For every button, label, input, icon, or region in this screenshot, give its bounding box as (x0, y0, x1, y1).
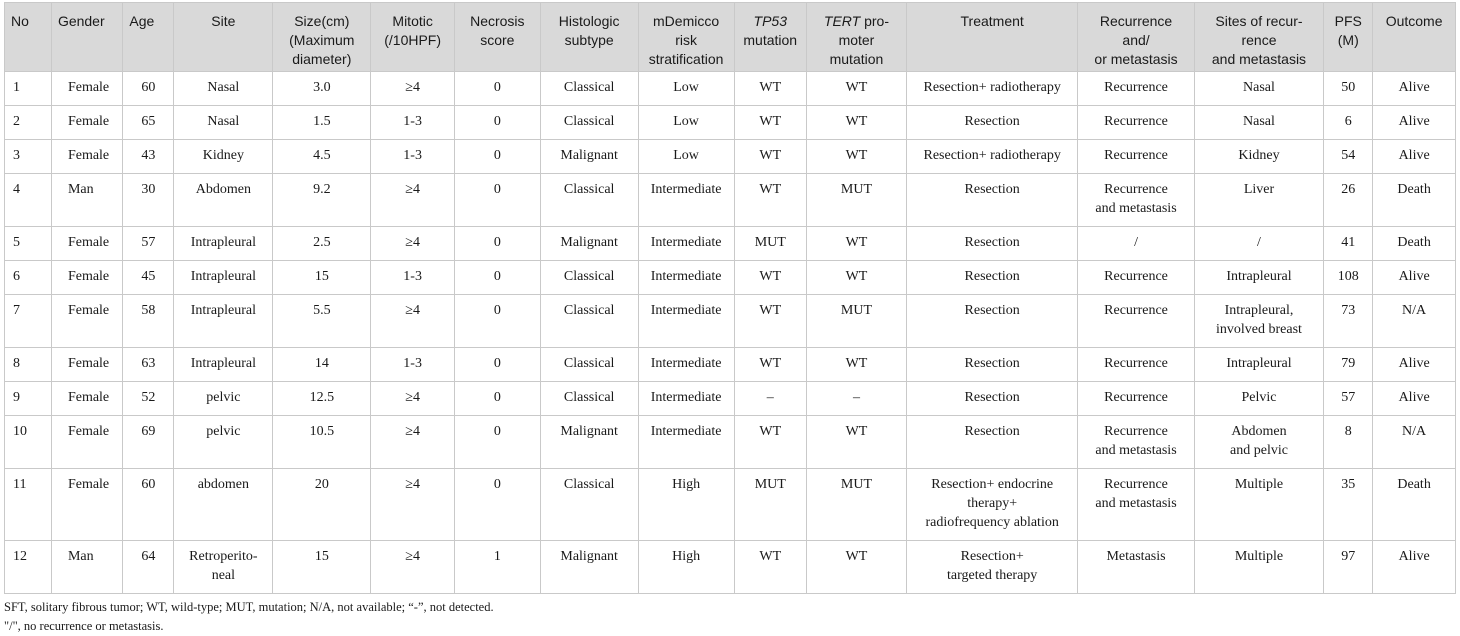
cell-no: 12 (5, 541, 52, 594)
cell-age: 64 (123, 541, 174, 594)
cell-sites (1194, 140, 1324, 174)
cell-outcome: Alive (1373, 382, 1456, 416)
cell-outcome: Alive (1373, 140, 1456, 174)
cell-text-line: pelvic (206, 390, 241, 405)
cell-age: 60 (123, 469, 174, 541)
cell-necrosis: 0 (454, 140, 540, 174)
header-tert: TERT pro- moter mutation (806, 3, 906, 72)
cell-tp53: MUT (734, 227, 806, 261)
cell-text-line: Nasal (207, 114, 240, 129)
cell-histologic: Classical (540, 174, 638, 227)
cell-gender: Female (51, 295, 122, 348)
cell-mitotic: 1-3 (371, 106, 455, 140)
cell-size: 1.5 (273, 106, 371, 140)
cell-tert: – (806, 382, 906, 416)
cell-risk: High (638, 541, 734, 594)
cell-text-line: Recurrence (1104, 390, 1168, 405)
cell-pfs: 108 (1324, 261, 1373, 295)
cell-necrosis: 0 (454, 261, 540, 295)
cell-site (174, 382, 273, 416)
cell-necrosis: 0 (454, 416, 540, 469)
cell-mitotic: 1-3 (371, 140, 455, 174)
cell-text-line: Resection (964, 235, 1020, 250)
cell-text-line: / (1134, 235, 1138, 250)
cell-tp53: WT (734, 541, 806, 594)
cell-outcome: Death (1373, 469, 1456, 541)
table-row (5, 227, 1456, 261)
cell-mitotic: 1-3 (371, 261, 455, 295)
cell-age: 30 (123, 174, 174, 227)
cell-size: 4.5 (273, 140, 371, 174)
cell-site (174, 72, 273, 106)
cell-text-line: Pelvic (1241, 390, 1277, 405)
cell-text-line: Nasal (207, 80, 240, 95)
cell-text-line: pelvic (206, 424, 241, 439)
cell-histologic: Classical (540, 106, 638, 140)
cell-treatment (906, 469, 1077, 541)
cell-text-line: and metastasis (1095, 443, 1177, 458)
cell-recurrence (1078, 416, 1194, 469)
cell-site (174, 416, 273, 469)
cell-recurrence (1078, 140, 1194, 174)
cell-risk: Intermediate (638, 227, 734, 261)
cell-no: 10 (5, 416, 52, 469)
cell-risk: Intermediate (638, 174, 734, 227)
cell-text-line: Recurrence (1104, 303, 1168, 318)
cell-site (174, 469, 273, 541)
header-tp53: TP53 mutation (734, 3, 806, 72)
cell-site (174, 227, 273, 261)
cell-text-line: Resection (964, 424, 1020, 439)
cell-tp53: WT (734, 72, 806, 106)
cell-mitotic: ≥4 (371, 227, 455, 261)
cell-size: 2.5 (273, 227, 371, 261)
footnote-abbreviations: SFT, solitary fibrous tumor; WT, wild-type; MUT, mutation; N/A, not available; “-”, not detected. (4, 600, 494, 614)
table-row (5, 382, 1456, 416)
cell-gender: Man (51, 541, 122, 594)
cell-text-line: Recurrence (1104, 356, 1168, 371)
cell-treatment (906, 174, 1077, 227)
header-histologic: Histologic subtype (540, 3, 638, 72)
cell-mitotic: ≥4 (371, 541, 455, 594)
cell-text-line: Resection+ endocrine (931, 477, 1054, 492)
cell-risk: Intermediate (638, 416, 734, 469)
table-row (5, 72, 1456, 106)
cell-outcome: Alive (1373, 106, 1456, 140)
header-treatment: Treatment (906, 3, 1077, 72)
cell-age: 65 (123, 106, 174, 140)
cell-necrosis: 0 (454, 106, 540, 140)
cell-necrosis: 0 (454, 174, 540, 227)
cell-text-line: Intrapleural (190, 303, 256, 318)
cell-recurrence (1078, 348, 1194, 382)
cell-recurrence (1078, 106, 1194, 140)
table-row (5, 261, 1456, 295)
cell-text-line: Intrapleural, (1224, 303, 1294, 318)
cell-outcome: Alive (1373, 72, 1456, 106)
cell-mitotic: ≥4 (371, 295, 455, 348)
cell-tert: WT (806, 348, 906, 382)
cell-tert: WT (806, 106, 906, 140)
cell-necrosis: 1 (454, 541, 540, 594)
table-footnotes (4, 598, 1456, 636)
cell-text-line: Intrapleural (190, 356, 256, 371)
cell-no: 9 (5, 382, 52, 416)
cell-pfs: 35 (1324, 469, 1373, 541)
cell-gender: Female (51, 469, 122, 541)
sft-cases-table (4, 2, 1456, 594)
header-recurrence: Recurrence and/ or metastasis (1078, 3, 1194, 72)
cell-outcome: Alive (1373, 348, 1456, 382)
cell-tp53: WT (734, 295, 806, 348)
cell-necrosis: 0 (454, 348, 540, 382)
cell-text-line: Resection (964, 356, 1020, 371)
cell-histologic: Classical (540, 382, 638, 416)
cell-text-line: Retroperito- (189, 549, 258, 564)
cell-sites (1194, 382, 1324, 416)
cell-size: 20 (273, 469, 371, 541)
cell-text-line: Recurrence (1104, 424, 1168, 439)
header-no: No (5, 3, 52, 72)
cell-pfs: 54 (1324, 140, 1373, 174)
cell-sites (1194, 541, 1324, 594)
cell-recurrence (1078, 469, 1194, 541)
cell-size: 15 (273, 261, 371, 295)
header-row (5, 3, 1456, 72)
cell-mitotic: ≥4 (371, 382, 455, 416)
cell-mitotic: ≥4 (371, 416, 455, 469)
table-container (4, 2, 1456, 636)
cell-site (174, 140, 273, 174)
cell-pfs: 6 (1324, 106, 1373, 140)
cell-outcome: N/A (1373, 416, 1456, 469)
cell-gender: Female (51, 140, 122, 174)
cell-risk: High (638, 469, 734, 541)
cell-tert: WT (806, 416, 906, 469)
table-row (5, 541, 1456, 594)
table-row (5, 174, 1456, 227)
cell-sites (1194, 348, 1324, 382)
header-gender: Gender (51, 3, 122, 72)
cell-text-line: Nasal (1243, 114, 1275, 129)
table-body (5, 72, 1456, 594)
cell-pfs: 8 (1324, 416, 1373, 469)
table-row (5, 348, 1456, 382)
cell-necrosis: 0 (454, 382, 540, 416)
cell-pfs: 41 (1324, 227, 1373, 261)
cell-text-line: Multiple (1234, 477, 1284, 492)
cell-treatment (906, 541, 1077, 594)
header-size: Size(cm) (Maximum diameter) (273, 3, 371, 72)
cell-treatment (906, 382, 1077, 416)
cell-outcome: N/A (1373, 295, 1456, 348)
cell-tert: WT (806, 541, 906, 594)
cell-text-line: Recurrence (1104, 114, 1168, 129)
cell-risk: Low (638, 72, 734, 106)
table-row (5, 416, 1456, 469)
cell-histologic: Malignant (540, 541, 638, 594)
cell-recurrence (1078, 295, 1194, 348)
cell-recurrence (1078, 227, 1194, 261)
cell-text-line: Resection (964, 114, 1020, 129)
cell-age: 69 (123, 416, 174, 469)
cell-tp53: WT (734, 174, 806, 227)
cell-treatment (906, 227, 1077, 261)
cell-text-line: Recurrence (1104, 80, 1168, 95)
cell-gender: Female (51, 348, 122, 382)
cell-no: 3 (5, 140, 52, 174)
cell-text-line: Liver (1243, 182, 1275, 197)
cell-age: 63 (123, 348, 174, 382)
cell-gender: Female (51, 416, 122, 469)
cell-site (174, 541, 273, 594)
cell-text-line: radiofrequency ablation (925, 515, 1059, 530)
cell-pfs: 26 (1324, 174, 1373, 227)
header-necrosis: Necrosis score (454, 3, 540, 72)
cell-pfs: 50 (1324, 72, 1373, 106)
cell-no: 8 (5, 348, 52, 382)
cell-histologic: Classical (540, 295, 638, 348)
cell-recurrence (1078, 541, 1194, 594)
cell-text-line: and metastasis (1095, 496, 1177, 511)
cell-gender: Female (51, 106, 122, 140)
table-row (5, 295, 1456, 348)
cell-site (174, 295, 273, 348)
cell-text-line: Recurrence (1104, 269, 1168, 284)
cell-age: 45 (123, 261, 174, 295)
cell-gender: Female (51, 72, 122, 106)
cell-pfs: 73 (1324, 295, 1373, 348)
cell-tert: MUT (806, 469, 906, 541)
cell-no: 7 (5, 295, 52, 348)
cell-gender: Female (51, 261, 122, 295)
cell-text-line: Metastasis (1106, 549, 1166, 564)
cell-tp53: MUT (734, 469, 806, 541)
cell-size: 10.5 (273, 416, 371, 469)
cell-sites (1194, 295, 1324, 348)
cell-sites (1194, 174, 1324, 227)
cell-tp53: WT (734, 416, 806, 469)
cell-pfs: 79 (1324, 348, 1373, 382)
cell-pfs: 57 (1324, 382, 1373, 416)
cell-histologic: Classical (540, 348, 638, 382)
footnote-slash: "/", no recurrence or metastasis. (4, 619, 164, 633)
cell-text-line: Recurrence (1104, 182, 1168, 197)
cell-size: 12.5 (273, 382, 371, 416)
cell-size: 5.5 (273, 295, 371, 348)
cell-sites (1194, 416, 1324, 469)
cell-treatment (906, 295, 1077, 348)
cell-text-line: Nasal (1243, 80, 1275, 95)
cell-necrosis: 0 (454, 469, 540, 541)
cell-histologic: Classical (540, 261, 638, 295)
cell-text-line: Resection+ (960, 549, 1024, 564)
cell-risk: Intermediate (638, 295, 734, 348)
cell-recurrence (1078, 174, 1194, 227)
cell-sites (1194, 261, 1324, 295)
cell-text-line: and metastasis (1095, 201, 1177, 216)
cell-text-line: Kidney (202, 148, 244, 163)
cell-sites (1194, 469, 1324, 541)
cell-age: 52 (123, 382, 174, 416)
cell-sites (1194, 227, 1324, 261)
cell-size: 9.2 (273, 174, 371, 227)
cell-tp53: WT (734, 261, 806, 295)
cell-text-line: therapy+ (967, 496, 1018, 511)
cell-histologic: Classical (540, 469, 638, 541)
cell-gender: Female (51, 227, 122, 261)
cell-text-line: involved breast (1216, 322, 1302, 337)
cell-text-line: targeted therapy (947, 568, 1038, 583)
cell-tert: WT (806, 261, 906, 295)
cell-tp53: – (734, 382, 806, 416)
cell-mitotic: ≥4 (371, 469, 455, 541)
header-pfs: PFS (M) (1324, 3, 1373, 72)
cell-no: 11 (5, 469, 52, 541)
table-row (5, 106, 1456, 140)
cell-size: 15 (273, 541, 371, 594)
cell-text-line: neal (211, 568, 236, 583)
cell-text-line: Recurrence (1104, 477, 1168, 492)
cell-text-line: Intrapleural (190, 269, 256, 284)
cell-age: 58 (123, 295, 174, 348)
table-row (5, 469, 1456, 541)
cell-tert: WT (806, 227, 906, 261)
cell-text-line: Intrapleural (1226, 269, 1292, 284)
cell-mitotic: ≥4 (371, 174, 455, 227)
cell-treatment (906, 72, 1077, 106)
cell-necrosis: 0 (454, 227, 540, 261)
cell-text-line: Recurrence (1104, 148, 1168, 163)
cell-tp53: WT (734, 140, 806, 174)
cell-treatment (906, 106, 1077, 140)
header-sites: Sites of recur- rence and metastasis (1194, 3, 1324, 72)
cell-tp53: WT (734, 106, 806, 140)
cell-histologic: Malignant (540, 140, 638, 174)
cell-site (174, 348, 273, 382)
cell-text-line: Resection (964, 269, 1020, 284)
cell-age: 60 (123, 72, 174, 106)
cell-necrosis: 0 (454, 295, 540, 348)
header-site: Site (174, 3, 273, 72)
cell-no: 2 (5, 106, 52, 140)
cell-treatment (906, 348, 1077, 382)
cell-site (174, 261, 273, 295)
cell-risk: Intermediate (638, 382, 734, 416)
cell-outcome: Alive (1373, 261, 1456, 295)
cell-treatment (906, 416, 1077, 469)
cell-risk: Low (638, 106, 734, 140)
cell-text-line: Resection (964, 390, 1020, 405)
cell-recurrence (1078, 382, 1194, 416)
table-row (5, 140, 1456, 174)
cell-necrosis: 0 (454, 72, 540, 106)
cell-tp53: WT (734, 348, 806, 382)
cell-treatment (906, 140, 1077, 174)
cell-mitotic: ≥4 (371, 72, 455, 106)
cell-text-line: Multiple (1234, 549, 1284, 564)
cell-risk: Intermediate (638, 348, 734, 382)
cell-age: 57 (123, 227, 174, 261)
cell-tert: WT (806, 72, 906, 106)
header-outcome: Outcome (1373, 3, 1456, 72)
cell-risk: Intermediate (638, 261, 734, 295)
cell-risk: Low (638, 140, 734, 174)
cell-size: 14 (273, 348, 371, 382)
cell-no: 5 (5, 227, 52, 261)
cell-histologic: Malignant (540, 416, 638, 469)
cell-pfs: 97 (1324, 541, 1373, 594)
cell-text-line: Kidney (1238, 148, 1280, 163)
cell-tert: MUT (806, 174, 906, 227)
cell-histologic: Classical (540, 72, 638, 106)
cell-mitotic: 1-3 (371, 348, 455, 382)
cell-text-line: abdomen (197, 477, 250, 492)
cell-site (174, 174, 273, 227)
cell-outcome: Death (1373, 174, 1456, 227)
cell-recurrence (1078, 261, 1194, 295)
cell-treatment (906, 261, 1077, 295)
header-mdemicco: mDemicco risk stratification (638, 3, 734, 72)
cell-no: 1 (5, 72, 52, 106)
cell-text-line: Intrapleural (190, 235, 256, 250)
cell-site (174, 106, 273, 140)
cell-size: 3.0 (273, 72, 371, 106)
header-mitotic: Mitotic (/10HPF) (371, 3, 455, 72)
cell-sites (1194, 106, 1324, 140)
cell-tert: WT (806, 140, 906, 174)
cell-text-line: Abdomen (1231, 424, 1287, 439)
cell-recurrence (1078, 72, 1194, 106)
cell-outcome: Death (1373, 227, 1456, 261)
cell-text-line: Resection (964, 303, 1020, 318)
cell-gender: Female (51, 382, 122, 416)
cell-age: 43 (123, 140, 174, 174)
cell-text-line: Intrapleural (1226, 356, 1292, 371)
cell-text-line: Resection+ radiotherapy (923, 80, 1061, 95)
cell-no: 4 (5, 174, 52, 227)
header-age: Age (123, 3, 174, 72)
cell-text-line: Abdomen (195, 182, 251, 197)
cell-outcome: Alive (1373, 541, 1456, 594)
cell-text-line: and pelvic (1230, 443, 1288, 458)
cell-text-line: / (1257, 235, 1261, 250)
cell-histologic: Malignant (540, 227, 638, 261)
cell-gender: Man (51, 174, 122, 227)
cell-sites (1194, 72, 1324, 106)
cell-tert: MUT (806, 295, 906, 348)
cell-no: 6 (5, 261, 52, 295)
cell-text-line: Resection+ radiotherapy (923, 148, 1061, 163)
cell-text-line: Resection (964, 182, 1020, 197)
